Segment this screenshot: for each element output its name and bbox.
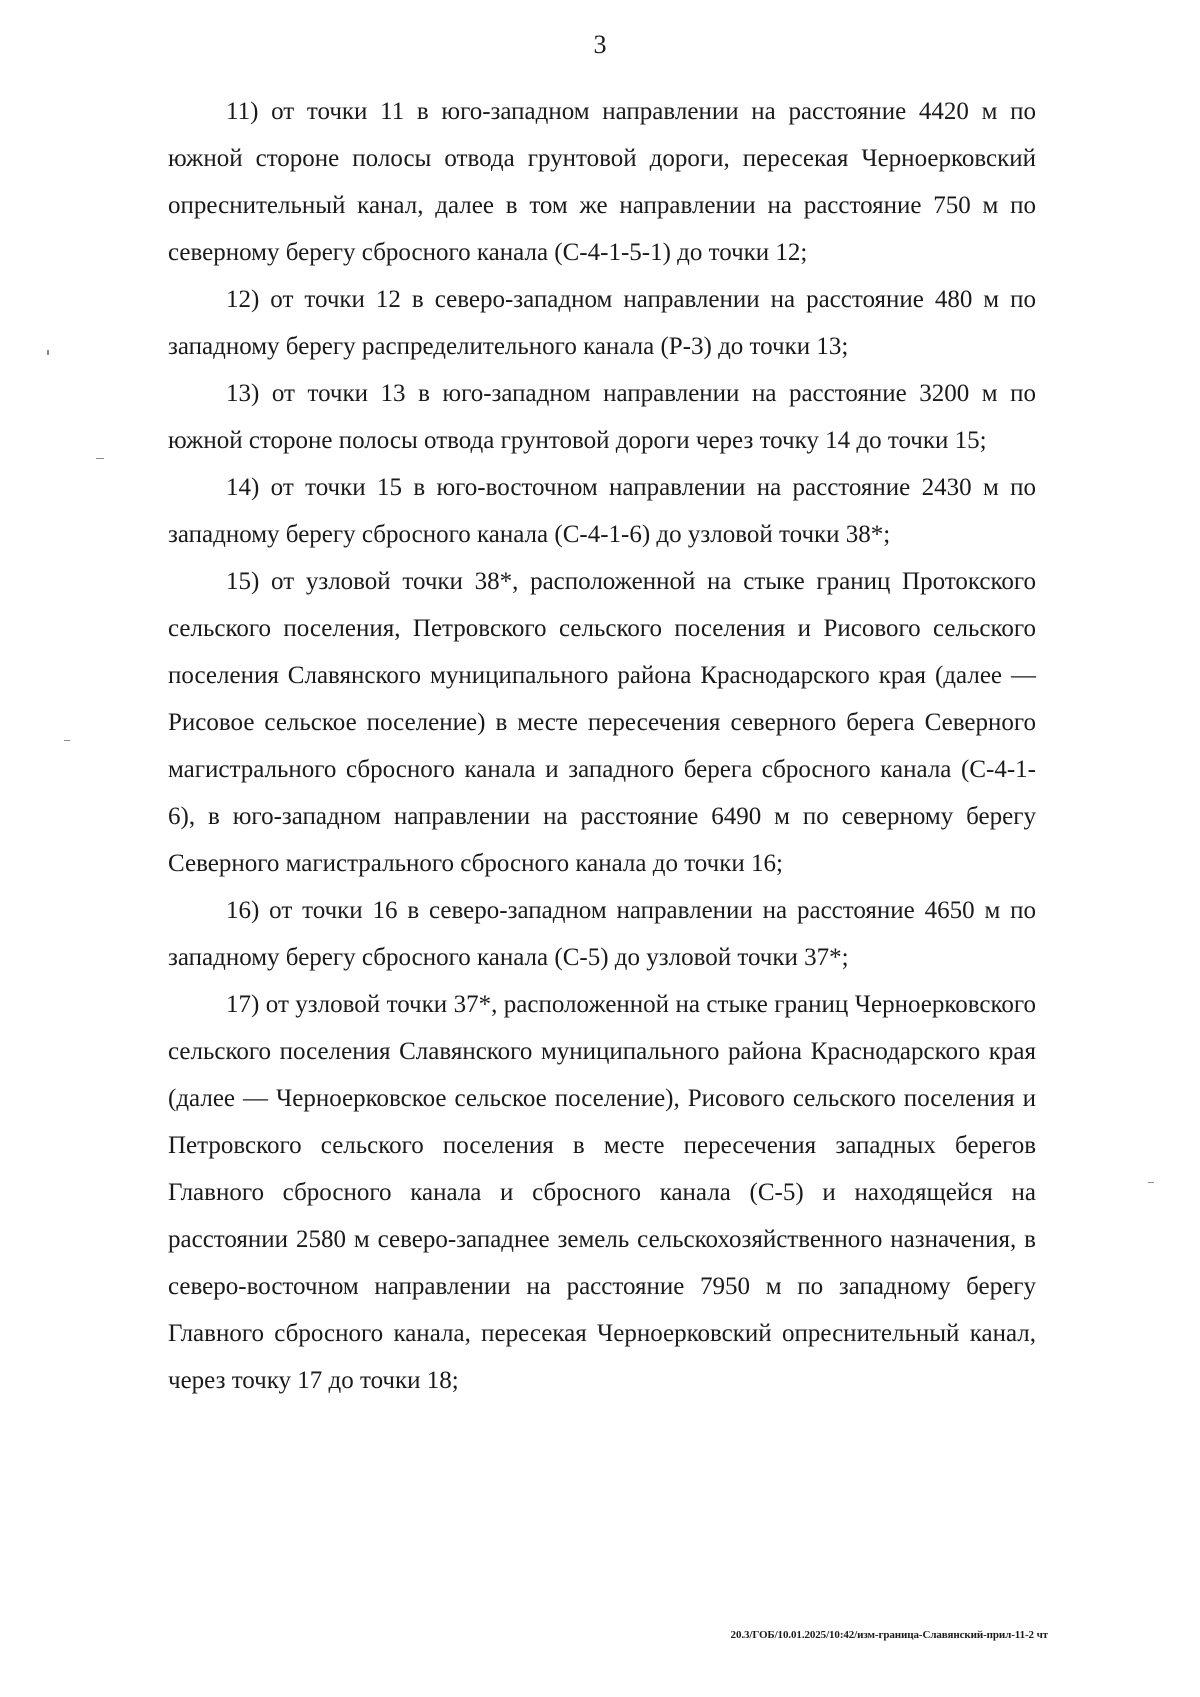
scan-speck — [96, 458, 104, 459]
paragraph-11: 11) от точки 11 в юго-западном направлении на расстояние 4420 м по южной стороне полосы отвода грунтовой дороги, пересекая Черноерковский опреснительный канал, далее в том же направлении на расстояние 750 м по северному берегу сбросного канала (С-4-1-5-1) до точки 12; — [168, 98, 1036, 266]
scan-speck — [1148, 1182, 1154, 1183]
paragraph-17: 17) от узловой точки 37*, расположенной на стыке границ Черноерковского сельского поселения Славянского муниципального района Краснодарского края (далее — Черноерковское сельское поселение), Рисового сельского поселения и Петровского сельского поселения в месте пересечения западных берегов Главного сбросного канала и сбросного канала (С-5) и находящейся на расстоянии 2580 м северо-западнее земель сельскохозяйственного назначения, в северо-восточном направлении на расстояние 7950 м по западному берегу Главного сбросного канала, пересекая Черноерковский опреснительный канал, через точку 17 до точки 18; — [168, 991, 1036, 1394]
paragraph-15: 15) от узловой точки 38*, расположенной на стыке границ Протокского сельского поселения, Петровского сельского поселения и Рисового сельского поселения Славянского муниципального района Краснодарского края (далее — Рисовое сельское поселение) в месте пересечения северного берега Северного магистрального сбросного канала и западного берега сбросного канала (С-4-1-6), в юго-западном направлении на расстояние 6490 м по северному берегу Северного магистрального сбросного канала до точки 16; — [168, 568, 1036, 877]
paragraph-13: 13) от точки 13 в юго-западном направлении на расстояние 3200 м по южной стороне полосы отвода грунтовой дороги через точку 14 до точки 15; — [168, 380, 1036, 454]
document-body — [168, 88, 1036, 1404]
page-number: 3 — [593, 30, 607, 59]
scan-speck — [47, 350, 49, 355]
paragraph-16: 16) от точки 16 в северо-западном направлении на расстояние 4650 м по западному берегу сбросного канала (С-5) до узловой точки 37*; — [168, 897, 1036, 971]
paragraph-14: 14) от точки 15 в юго-восточном направлении на расстояние 2430 м по западному берегу сбросного канала (С-4-1-6) до узловой точки 38*; — [168, 474, 1036, 548]
paragraph-12: 12) от точки 12 в северо-западном направлении на расстояние 480 м по западному берегу распределительного канала (Р-3) до точки 13; — [168, 286, 1036, 360]
scan-speck — [64, 740, 70, 741]
document-footer-stamp: 20.3/ГОБ/10.01.2025/10:42/изм-граница-Славянский-прил-11-2 чт — [730, 1629, 1048, 1641]
